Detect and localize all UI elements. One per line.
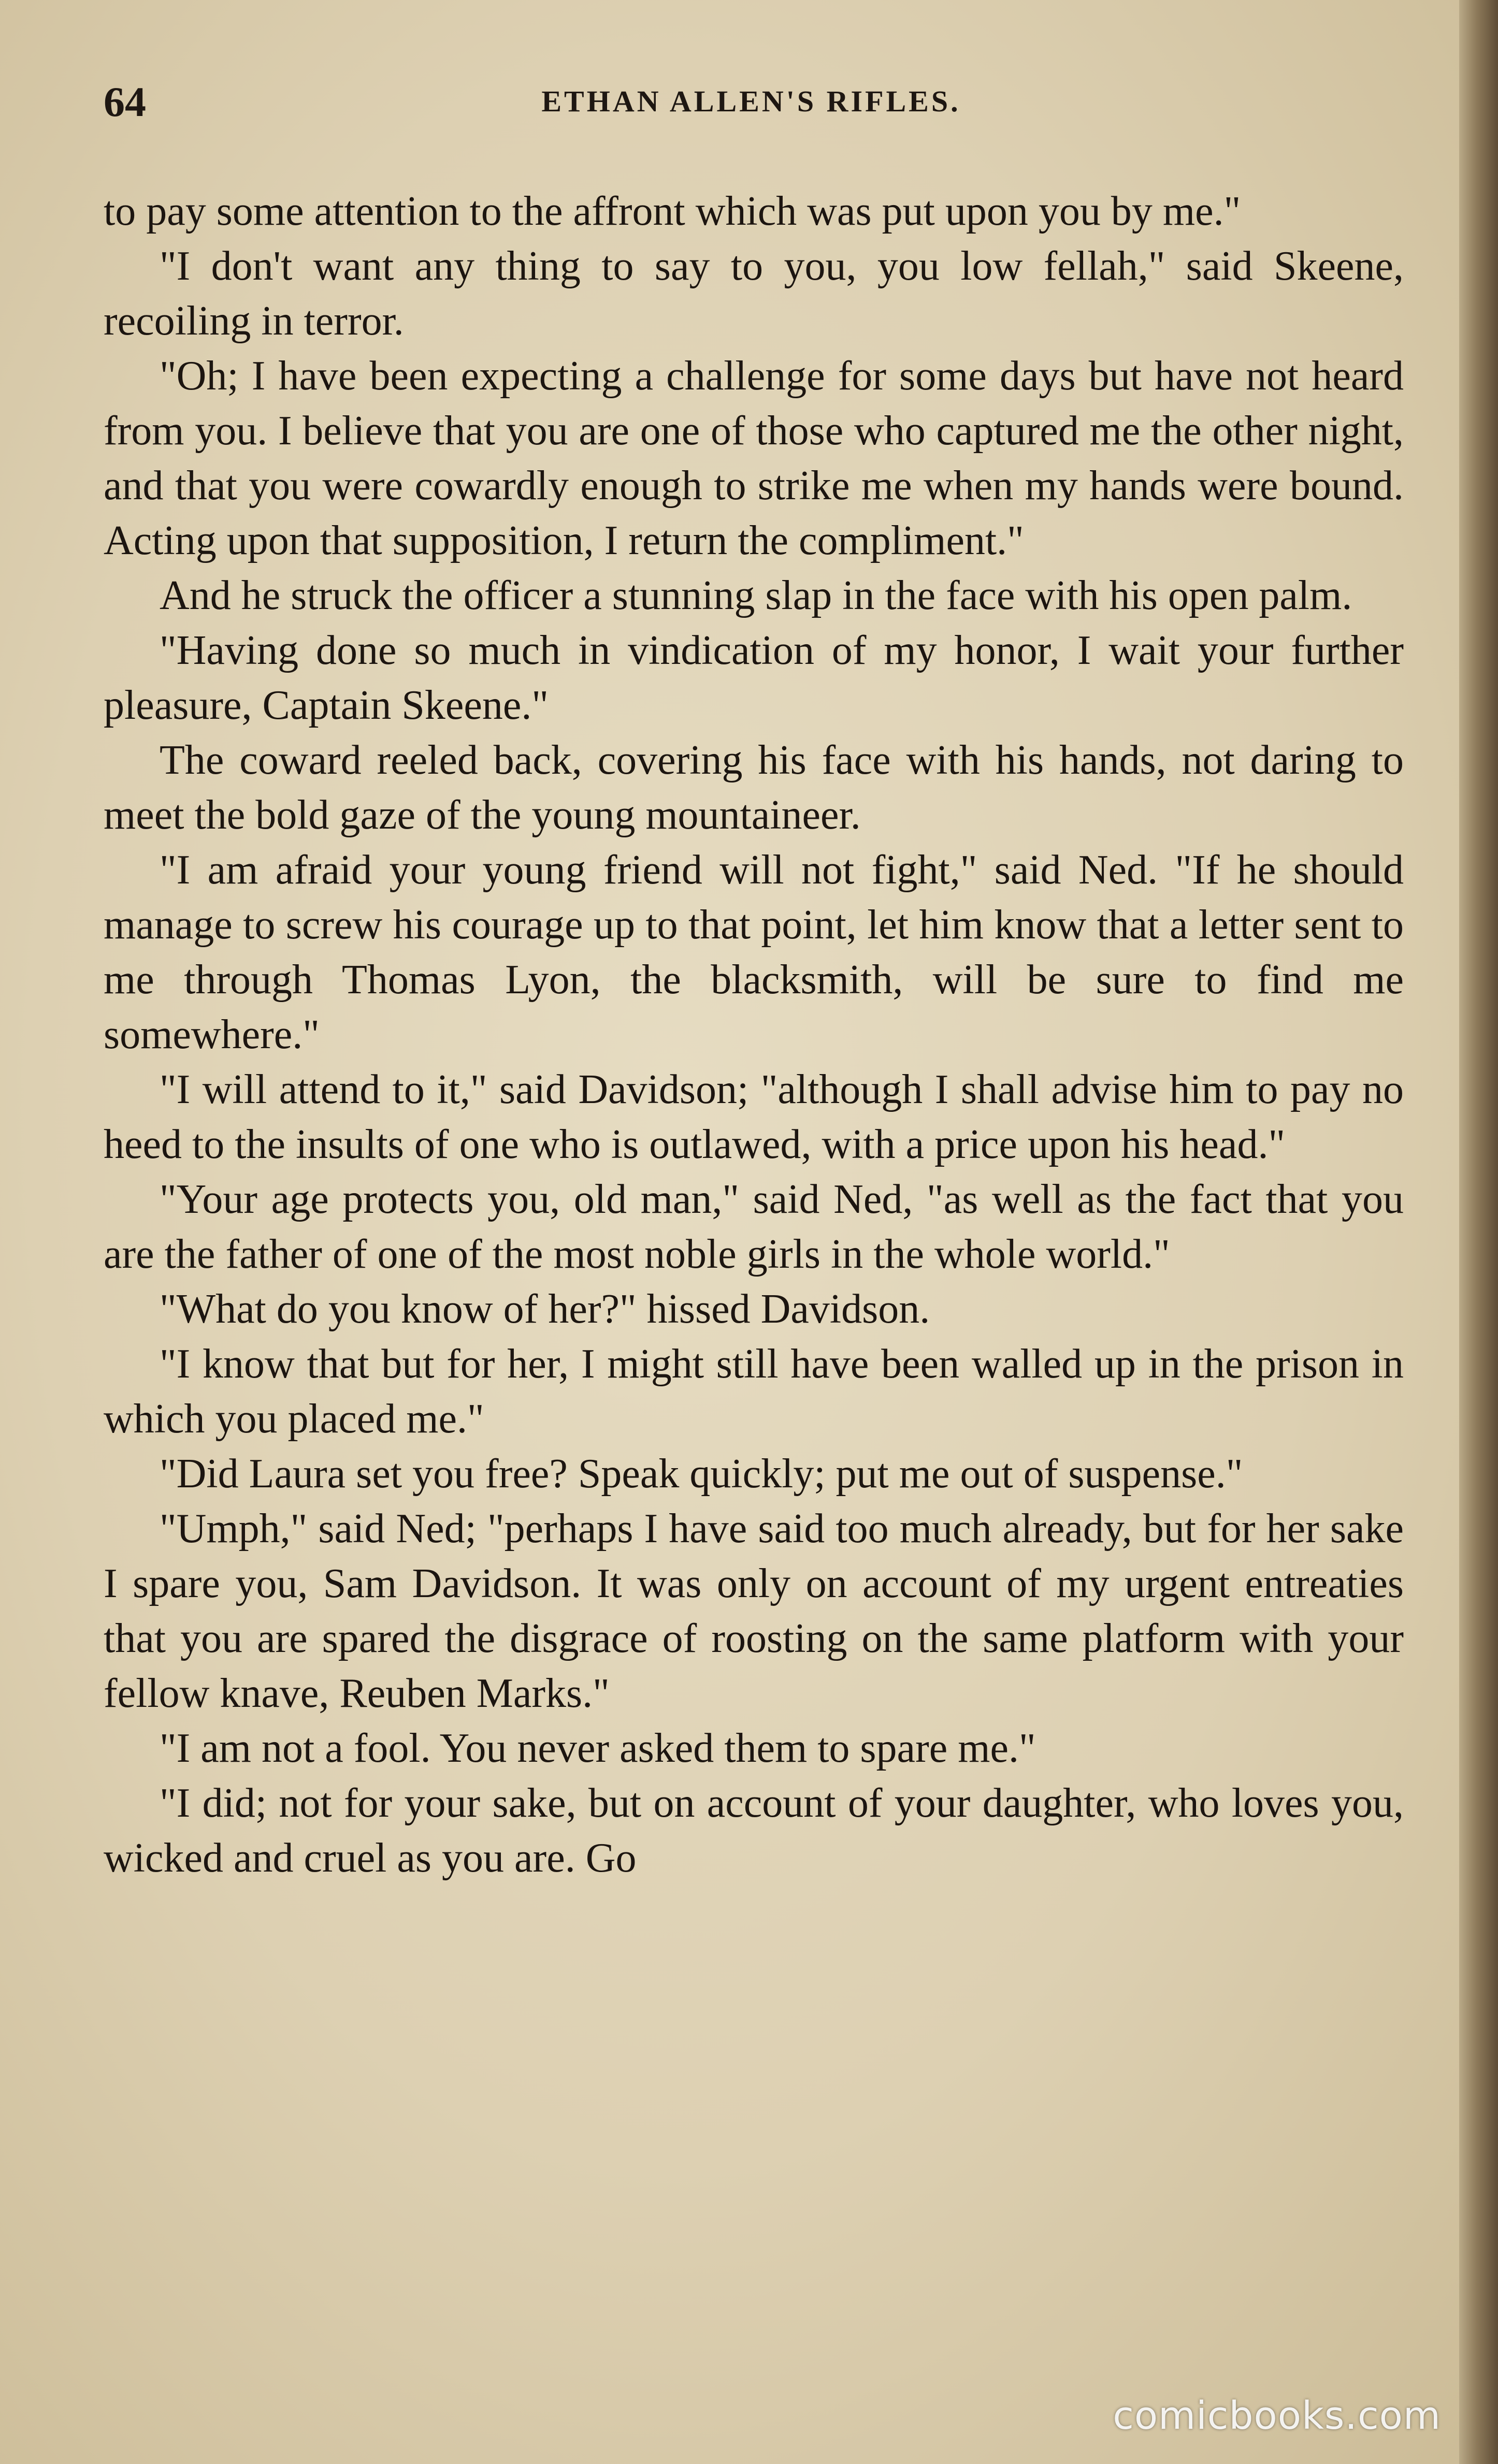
running-head: ETHAN ALLEN'S RIFLES. bbox=[541, 84, 961, 118]
paragraph: "Your age protects you, old man," said Ned, "as well as the fact that you are the father of one of the most noble girls in the whole world." bbox=[104, 1177, 1404, 1277]
paragraph: "Did Laura set you free? Speak quickly; put me out of suspense." bbox=[160, 1451, 1243, 1497]
paragraph: The coward reeled back, covering his face with his hands, not daring to meet the bold gaze of the young mountaineer. bbox=[104, 737, 1404, 838]
paragraph: "I don't want any thing to say to you, you low fellah," said Skeene, recoiling in terror. bbox=[104, 243, 1404, 344]
page-text-body bbox=[104, 184, 1404, 1886]
paragraph: "What do you know of her?" hissed Davidson. bbox=[160, 1286, 930, 1332]
page-number: 64 bbox=[104, 78, 146, 125]
book-spine-edge bbox=[1459, 0, 1498, 2464]
paragraph: "Oh; I have been expecting a challenge for some days but have not heard from you. I believe that you are one of those who captured me the other night, and that you were cowardly enough to strike me when my hands were bound. Acting upon that supposition, I return the compliment." bbox=[104, 353, 1404, 563]
paragraph: to pay some attention to the affront which was put upon you by me." bbox=[104, 189, 1241, 234]
paragraph: "I am not a fool. You never asked them to spare me." bbox=[160, 1726, 1036, 1771]
paragraph: "I am afraid your young friend will not fight," said Ned. "If he should manage to screw his courage up to that point, let him know that a letter sent to me through Thomas Lyon, the blacksmith, will be sure to find me somewhere." bbox=[104, 847, 1404, 1057]
paragraph: "I know that but for her, I might still have been walled up in the prison in which you placed me." bbox=[104, 1341, 1404, 1442]
paragraph: "I will attend to it," said Davidson; "although I shall advise him to pay no heed to the insults of one who is outlawed, with a price upon his head." bbox=[104, 1067, 1404, 1167]
paragraph: And he struck the officer a stunning slap in the face with his open palm. bbox=[160, 573, 1352, 618]
site-watermark: comicbooks.com bbox=[1113, 2394, 1441, 2438]
page-header bbox=[104, 78, 1399, 135]
paragraph: "Having done so much in vindication of my honor, I wait your further pleasure, Captain Skeene." bbox=[104, 628, 1404, 728]
paragraph: "I did; not for your sake, but on account of your daughter, who loves you, wicked and cruel as you are. Go bbox=[104, 1780, 1404, 1881]
paragraph: "Umph," said Ned; "perhaps I have said too much already, but for her sake I spare you, Sam Davidson. It was only on account of my urgent entreaties that you are spared the disgrace of roosting on the same platform with your fellow knave, Reuben Marks." bbox=[104, 1506, 1404, 1716]
